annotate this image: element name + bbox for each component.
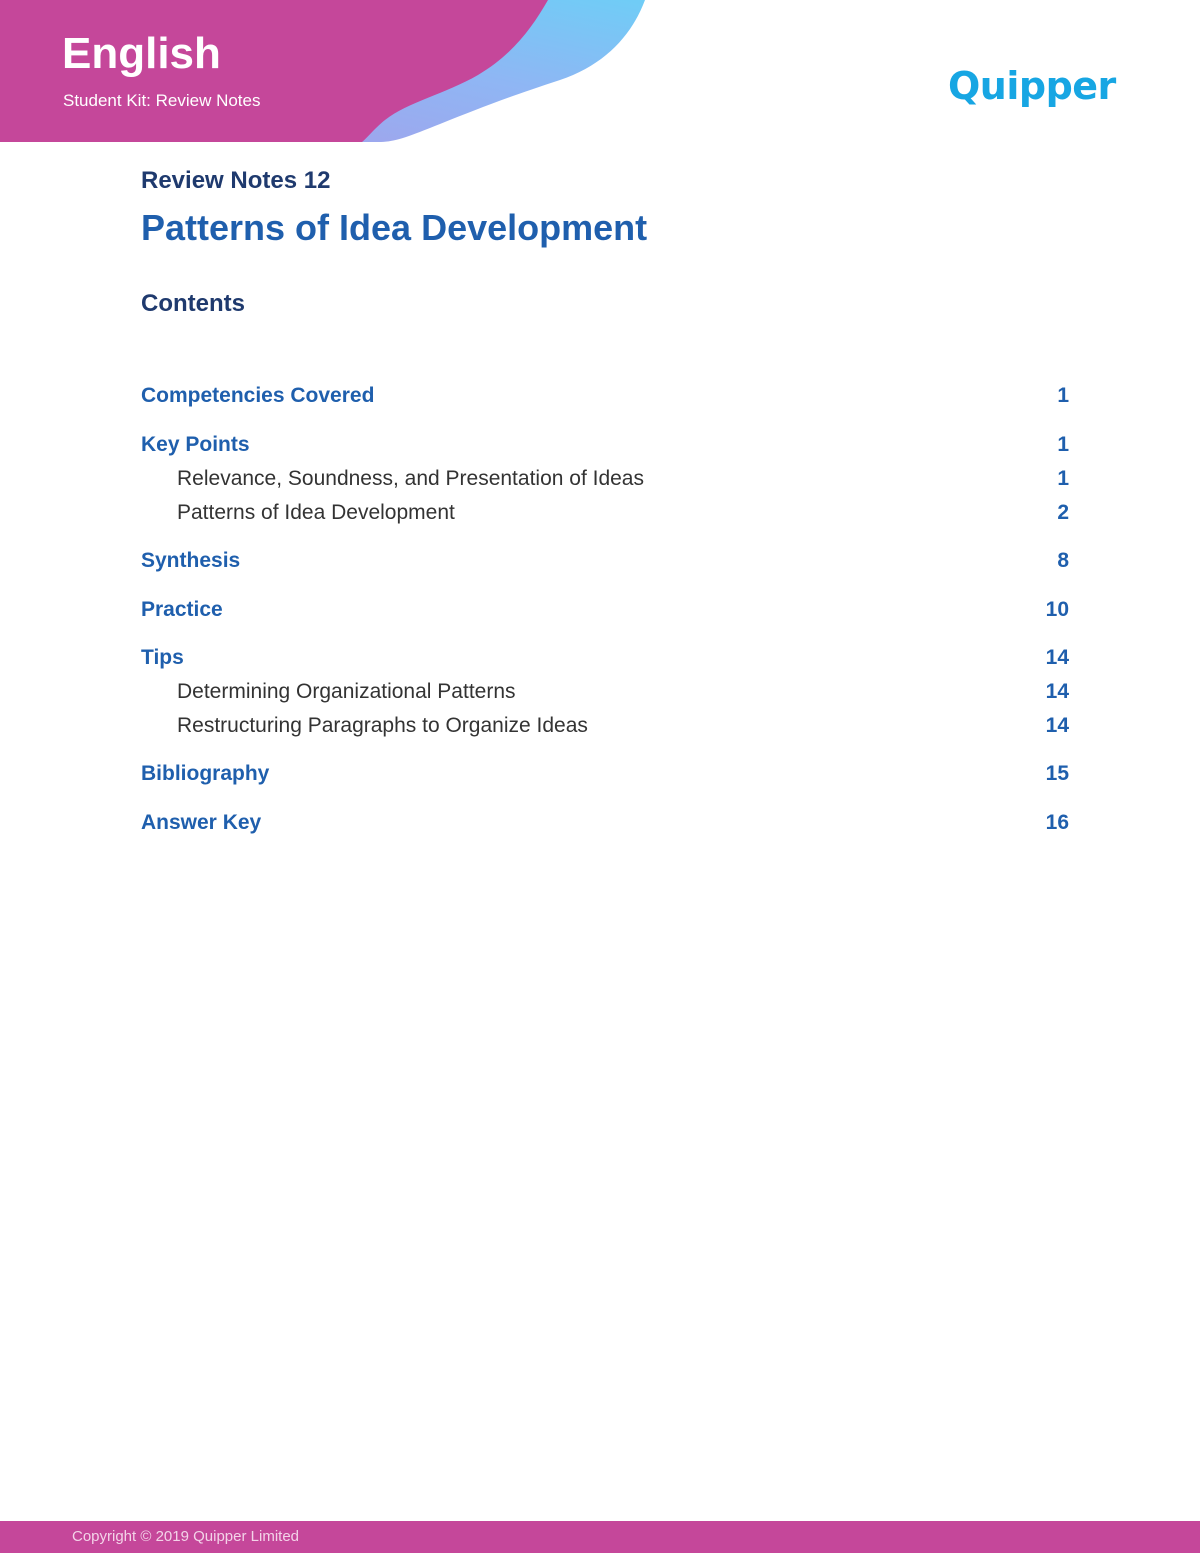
toc-page-number: 14 bbox=[1045, 646, 1069, 669]
page-title: Patterns of Idea Development bbox=[141, 207, 648, 248]
toc-page-number: 1 bbox=[1057, 467, 1069, 490]
toc-page-number: 1 bbox=[1057, 384, 1069, 407]
toc-entry-answer-key[interactable] bbox=[141, 808, 1069, 838]
toc-entry-tips[interactable] bbox=[141, 643, 1069, 673]
toc-page-number: 16 bbox=[1045, 811, 1069, 834]
toc-entry-label: Bibliography bbox=[141, 762, 270, 785]
toc-entry-label: Synthesis bbox=[141, 549, 241, 572]
toc-entry-restructuring-paragraphs[interactable] bbox=[177, 711, 1069, 741]
copyright-notice: Copyright © 2019 Quipper Limited bbox=[72, 1528, 300, 1545]
toc-page-number: 15 bbox=[1045, 762, 1069, 785]
toc-entry-practice[interactable] bbox=[141, 595, 1069, 625]
toc-entry-patterns-of-idea-development[interactable] bbox=[177, 498, 1069, 528]
toc-entry-synthesis[interactable] bbox=[141, 546, 1069, 576]
toc-entry-bibliography[interactable] bbox=[141, 759, 1069, 789]
toc-entry-label: Practice bbox=[141, 598, 223, 621]
toc-page-number: 14 bbox=[1045, 680, 1069, 703]
toc-page-number: 1 bbox=[1057, 433, 1069, 456]
toc-entry-label: Patterns of Idea Development bbox=[177, 501, 455, 524]
toc-entry-label: Restructuring Paragraphs to Organize Ideas bbox=[177, 714, 588, 737]
toc-entry-key-points[interactable] bbox=[141, 430, 1069, 460]
toc-entry-label: Competencies Covered bbox=[141, 384, 375, 407]
subject-title: English bbox=[62, 29, 221, 78]
toc-page-number: 8 bbox=[1057, 549, 1069, 572]
toc-entry-label: Answer Key bbox=[141, 811, 262, 834]
footer-bar bbox=[0, 1521, 1200, 1553]
toc-entry-determining-organizational-patterns[interactable] bbox=[177, 677, 1069, 707]
review-notes-number: Review Notes 12 bbox=[141, 167, 331, 194]
kit-label: Student Kit: Review Notes bbox=[63, 91, 261, 110]
toc-entry-label: Tips bbox=[141, 646, 184, 669]
toc-page-number: 10 bbox=[1045, 598, 1069, 621]
toc-entry-label: Relevance, Soundness, and Presentation of Ideas bbox=[177, 467, 644, 490]
toc-entry-relevance-soundness[interactable] bbox=[177, 464, 1069, 494]
toc-page-number: 14 bbox=[1045, 714, 1069, 737]
toc-entry-competencies-covered[interactable] bbox=[141, 381, 1069, 411]
toc-page-number: 2 bbox=[1057, 501, 1069, 524]
toc-entry-label: Determining Organizational Patterns bbox=[177, 680, 516, 703]
quipper-logo: Quipper bbox=[948, 64, 1116, 108]
contents-heading: Contents bbox=[141, 290, 245, 317]
toc-entry-label: Key Points bbox=[141, 433, 250, 456]
